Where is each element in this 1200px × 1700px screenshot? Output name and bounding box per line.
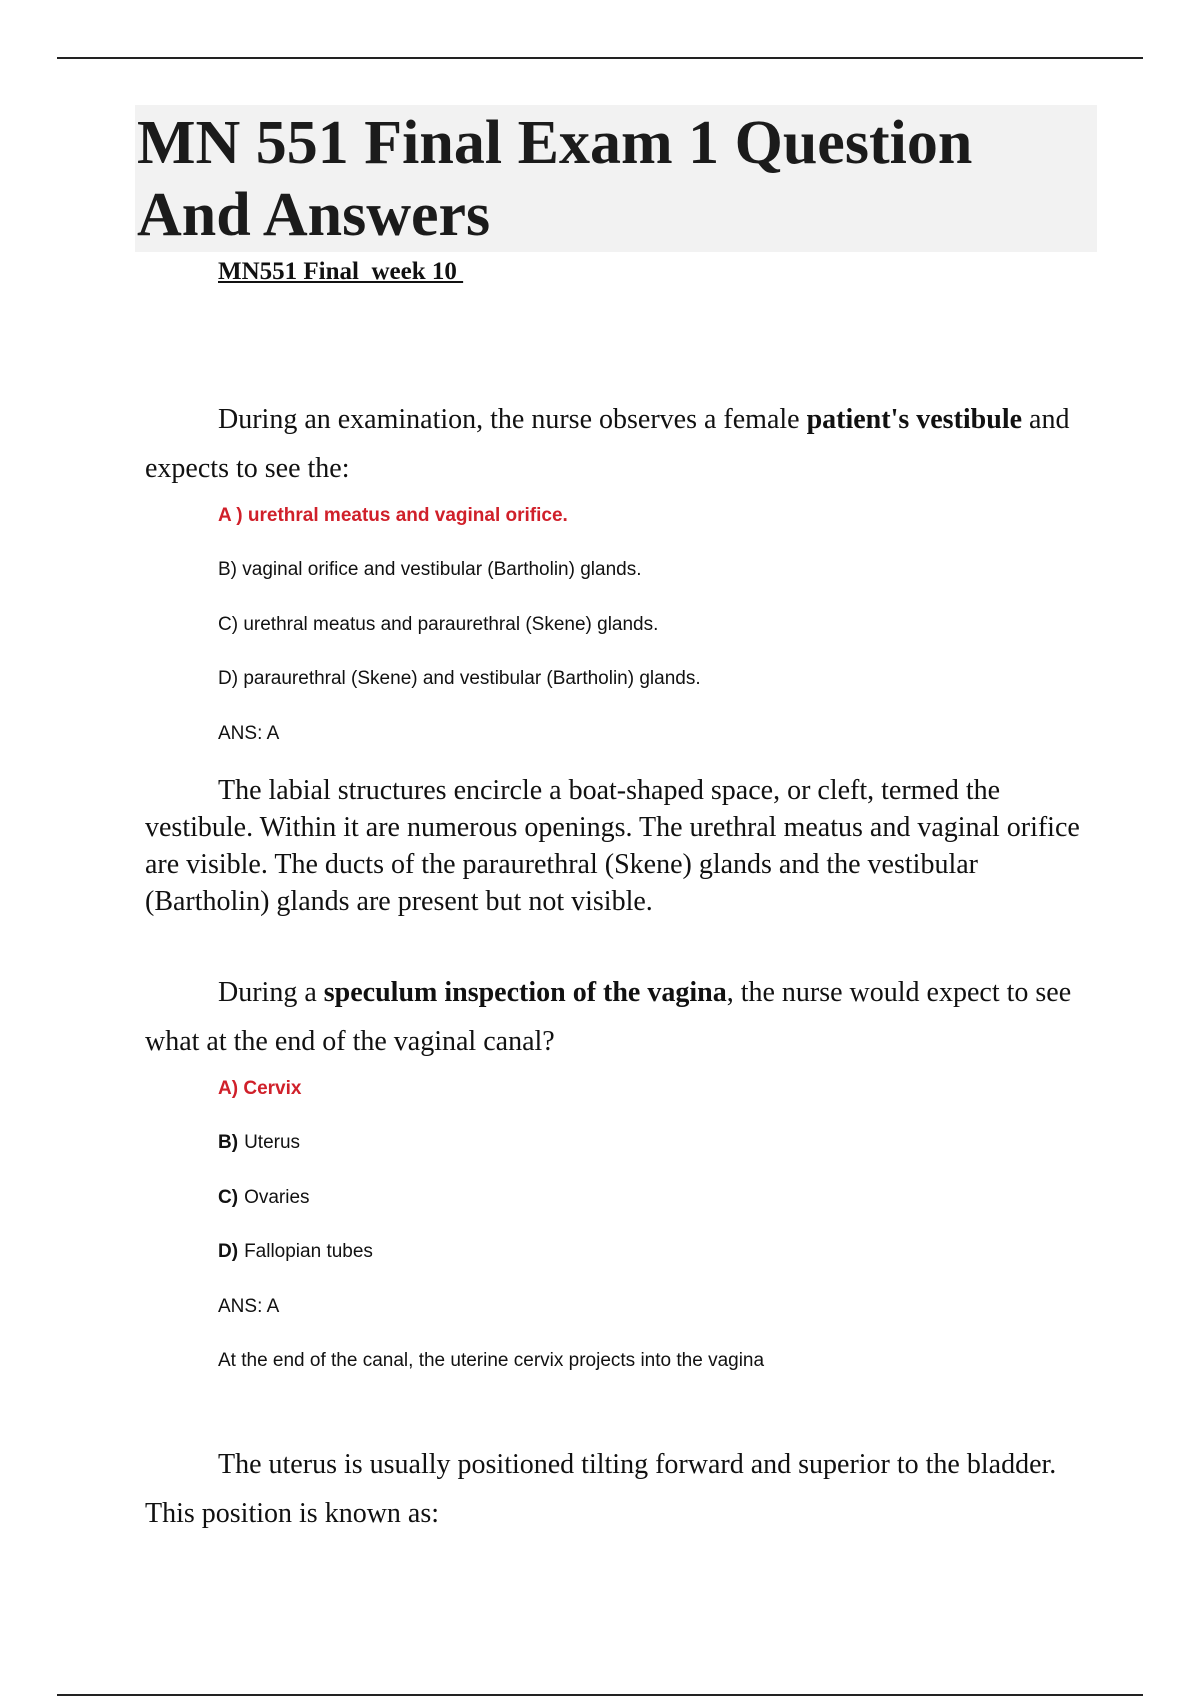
q2-option-c-letter: C) [218,1187,239,1208]
q1-stem-pre: During an examination, the nurse observes a female [218,404,807,435]
bottom-rule [57,1694,1143,1696]
q2-stem-pre: During a [218,977,324,1008]
q2-option-d [218,1241,373,1263]
q1-stem-post: and expects to see the: [145,404,1070,484]
q2-explanation: At the end of the canal, the uterine cervix projects into the vagina [218,1350,765,1371]
q2-option-b-text: Uterus [244,1132,301,1153]
top-rule [57,57,1143,59]
q2-answer: ANS: A [218,1296,280,1317]
q2-option-a-text: Cervix [238,1078,302,1099]
question-2-text [145,968,1095,1066]
q1-answer: ANS: A [218,723,280,744]
document-subtitle: MN551 Final week 10 [218,258,464,285]
q1-option-c: C) urethral meatus and paraurethral (Skene) glands. [218,614,659,635]
q2-option-d-letter: D) [218,1241,239,1262]
q2-option-b-letter: B) [218,1132,239,1153]
q2-option-d-text: Fallopian tubes [244,1241,373,1262]
q2-option-c-text: Ovaries [244,1187,310,1208]
question-3-text: The uterus is usually positioned tilting forward and superior to the bladder. This position is known as: [145,1449,1057,1529]
q1-option-d: D) paraurethral (Skene) and vestibular (Bartholin) glands. [218,668,701,689]
title-block [135,105,1097,252]
q2-stem-bold: speculum inspection of the vagina [323,977,727,1008]
q1-stem-bold: patient's vestibule [806,404,1023,435]
q1-explanation: The labial structures encircle a boat-shaped space, or cleft, termed the vestibule. Within it are numerous openings. The urethral meatus and vaginal orifice are visible. The ducts of the paraurethral (Skene) glands and the vestibular (Bartholin) glands are present but not visible. [145,775,1080,917]
document-title: MN 551 Final Exam 1 Question And Answers [137,109,973,249]
q2-option-a-letter: A) [218,1078,239,1099]
q2-stem-post: , the nurse would expect to see what at the end of the vaginal canal? [145,977,1072,1057]
question-1-text [145,395,1095,493]
q2-option-b [218,1132,300,1154]
q2-option-c [218,1187,310,1209]
q1-option-b: B) vaginal orifice and vestibular (Bartholin) glands. [218,559,642,580]
q1-option-a: A ) urethral meatus and vaginal orifice. [218,505,568,526]
q2-option-a [218,1078,301,1100]
